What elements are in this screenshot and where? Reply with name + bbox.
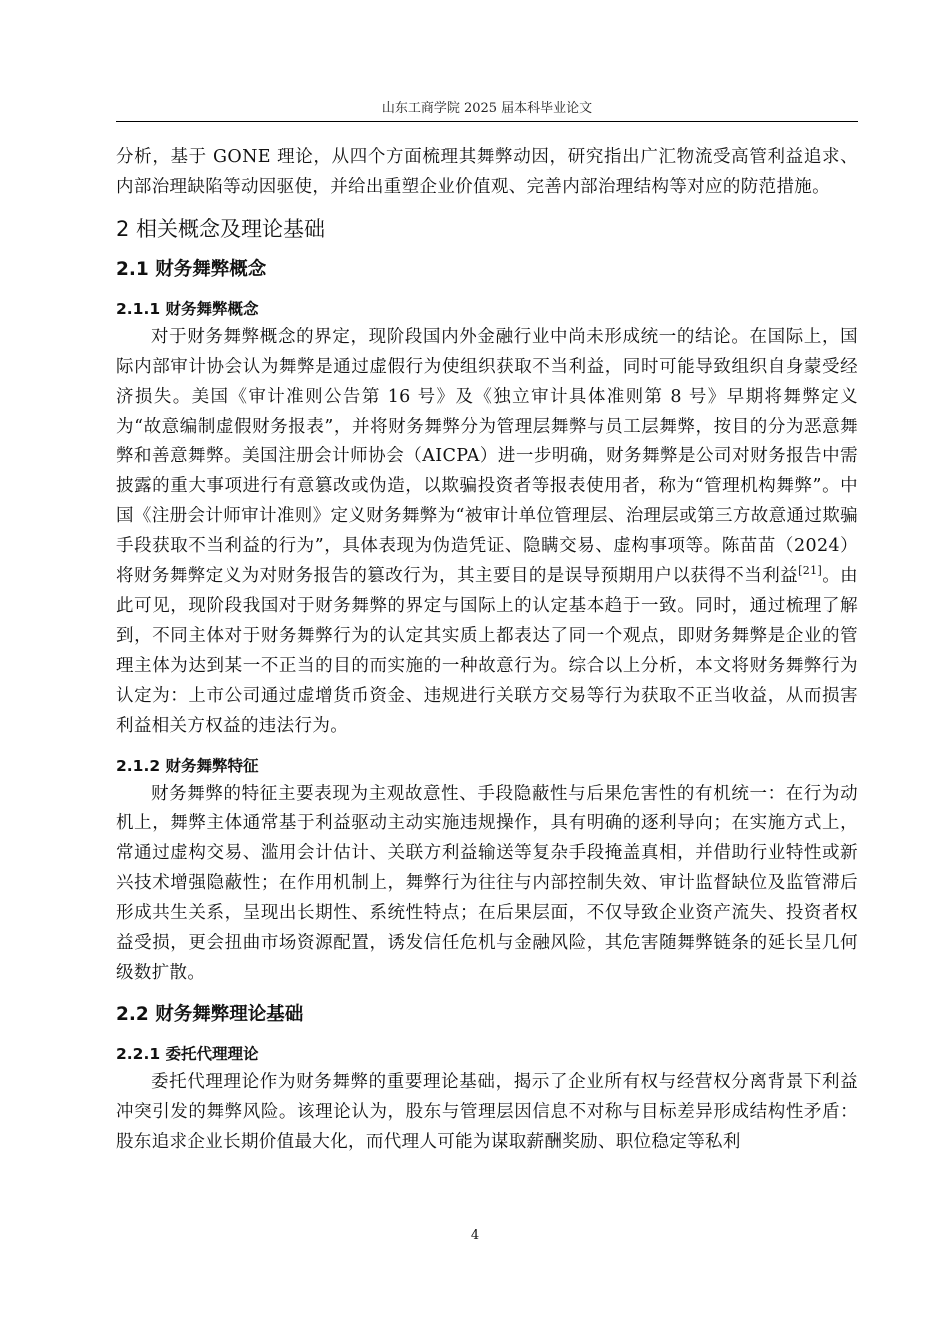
paragraph-text-part2: 。由此可见，现阶段我国对于财务舞弊的界定与国际上的认定基本趋于一致。同时，通过梳理了解到，不同主体对于财务舞弊行为的认定其实质上都表达了同一个观点，即财务舞弊是企业的管理主体为达到某一不正当的目的而实施的一种故意行为。综合以上分析，本文将财务舞弊行为认定为：上市公司通过虚增货币资金、违规进行关联方交易等行为获取不正当收益，从而损害利益相关方权益的违法行为。	[116, 566, 859, 736]
header-rule	[116, 121, 858, 122]
paragraph-text-part1: 对于财务舞弊概念的界定，现阶段国内外金融行业中尚未形成统一的结论。在国际上，国际内部审计协会认为舞弊是通过虚假行为使组织获取不当利益，同时可能导致组织自身蒙受经济损失。美国《审计准则公告第 16 号》及《独立审计具体准则第 8 号》早期将舞弊定义为“故意编制虚假财务报表”，并将财务舞弊分为管理层舞弊与员工层舞弊，按目的分为恶意舞弊和善意舞弊。美国注册会计师协会（AICPA）进一步明确，财务舞弊是公司对财务报告中需披露的重大事项进行有意篡改或伪造，以欺骗投资者等报表使用者，称为“管理机构舞弊”。中国《注册会计师审计准则》定义财务舞弊为“被审计单位管理层、治理层或第三方故意通过欺骗手段获取不当利益的行为”，具体表现为伪造凭证、隐瞒交易、虚构事项等。陈苗苗（2024）将财务舞弊定义为对财务报告的篡改行为，其主要目的是误导预期用户以获得不当利益	[116, 326, 858, 587]
section-2-1-2-paragraph: 财务舞弊的特征主要表现为主观故意性、手段隐蔽性与后果危害性的有机统一：在行为动机上，舞弊主体通常基于利益驱动主动实施违规操作，具有明确的逐利导向；在实施方式上，常通过虚构交易、滥用会计估计、关联方利益输送等复杂手段掩盖真相，并借助行业特性或新兴技术增强隐蔽性；在作用机制上，舞弊行为往往与内部控制失效、审计监督缺位及监管滞后形成共生关系，呈现出长期性、系统性特点；在后果层面，不仅导致企业资产流失、投资者权益受损，更会扭曲市场资源配置，诱发信任危机与金融风险，其危害随舞弊链条的延长呈几何级数扩散。	[116, 783, 858, 983]
section-2-2-1-paragraph: 委托代理理论作为财务舞弊的重要理论基础，揭示了企业所有权与经营权分离背景下利益冲突引发的舞弊风险。该理论认为，股东与管理层因信息不对称与目标差异形成结构性矛盾：股东追求企业长期价值最大化，而代理人可能为谋取薪酬奖励、职位稳定等私利	[116, 1071, 858, 1152]
section-2-2-1-heading: 2.2.1 委托代理理论	[116, 1044, 259, 1063]
intro-paragraph: 分析，基于 GONE 理论，从四个方面梳理其舞弊动因，研究指出广汇物流受高管利益追求、内部治理缺陷等动因驱使，并给出重塑企业价值观、完善内部治理结构等对应的防范措施。	[116, 147, 858, 197]
section-2-1-heading: 2.1 财务舞弊概念	[116, 258, 267, 280]
page-body	[116, 143, 858, 1158]
running-header: 山东工商学院 2025 届本科毕业论文	[381, 101, 593, 116]
section-2-1-1-heading: 2.1.1 财务舞弊概念	[116, 299, 259, 318]
page-number: 4	[470, 1228, 480, 1243]
section-2-1-2-heading: 2.1.2 财务舞弊特征	[116, 756, 259, 775]
section-2-heading: 2 相关概念及理论基础	[116, 216, 326, 241]
citation-ref: [21]	[798, 564, 823, 578]
section-2-2-heading: 2.2 财务舞弊理论基础	[116, 1003, 304, 1025]
section-2-1-1-paragraph	[116, 323, 858, 742]
